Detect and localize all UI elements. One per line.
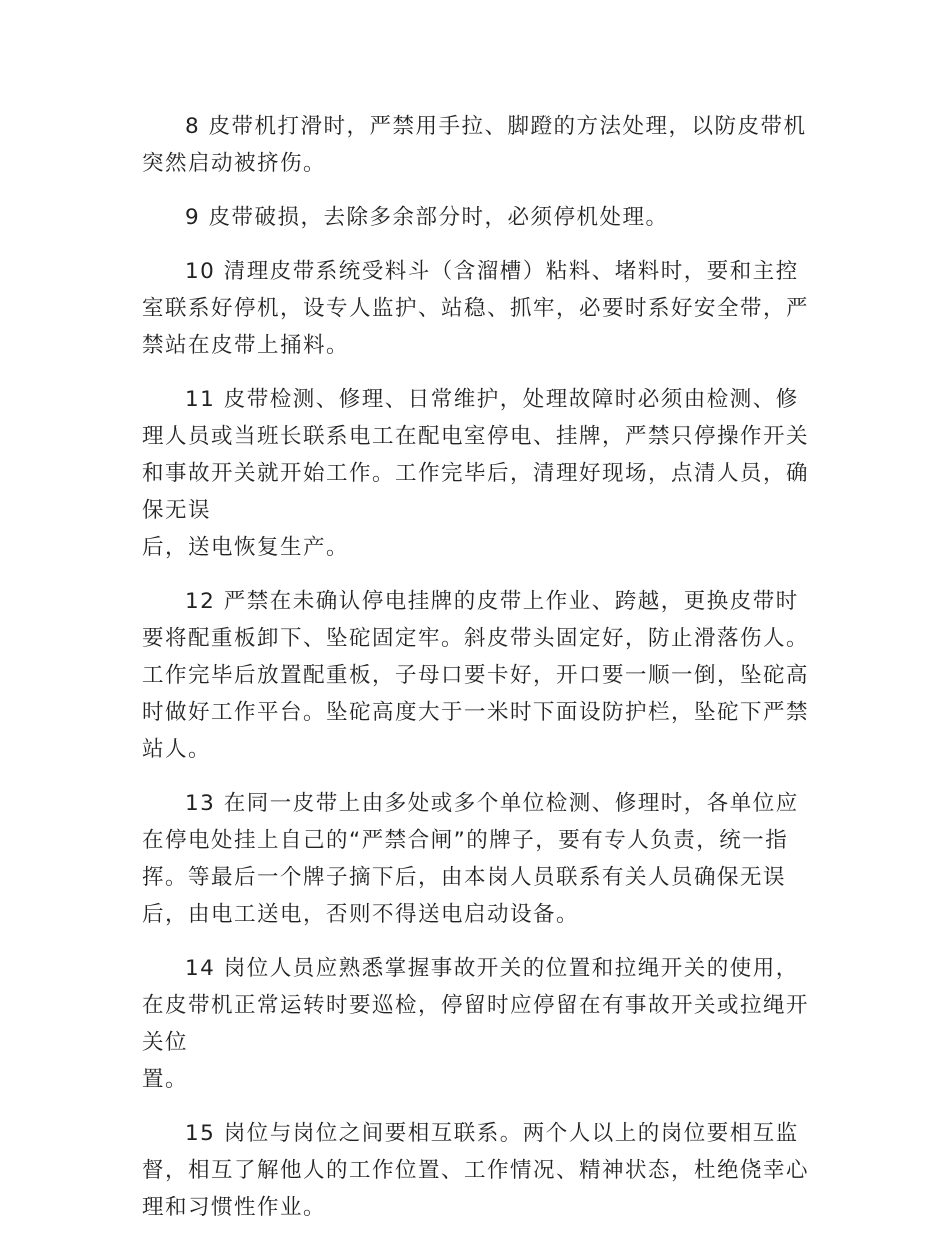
paragraph-11: 11 皮带检测、修理、日常维护，处理故障时必须由检测、修理人员或当班长联系电工在配电室停电、挂牌，严禁只停操作开关和事故开关就开始工作。工作完毕后，清理好现场，点清人员，确保无误 后，送电恢复生产。	[142, 387, 810, 560]
document-body	[142, 108, 810, 1243]
paragraph-15: 15 岗位与岗位之间要相互联系。两个人以上的岗位要相互监督，相互了解他人的工作位置、工作情况、精神状态，杜绝侥幸心理和习惯性作业。	[142, 1121, 810, 1220]
paragraph-13: 13 在同一皮带上由多处或多个单位检测、修理时，各单位应在停电处挂上自己的“严禁合闸”的牌子，要有专人负责，统一指挥。等最后一个牌子摘下后，由本岗人员联系有关人员确保无误后，由电工送电，否则不得送电启动设备。	[142, 791, 799, 927]
paragraph-10: 10 清理皮带系统受料斗（含溜槽）粘料、堵料时，要和主控室联系好停机，设专人监护、站稳、抓牢，必要时系好安全带，严禁站在皮带上捅料。	[142, 259, 810, 358]
paragraph-14: 14 岗位人员应熟悉掌握事故开关的位置和拉绳开关的使用，在皮带机正常运转时要巡检，停留时应停留在有事故开关或拉绳开关位 置。	[142, 956, 810, 1092]
paragraph-8: 8 皮带机打滑时，严禁用手拉、脚蹬的方法处理，以防皮带机突然启动被挤伤。	[142, 114, 807, 176]
paragraph-9: 9 皮带破损，去除多余部分时，必须停机处理。	[185, 205, 669, 230]
paragraph-12: 12 严禁在未确认停电挂牌的皮带上作业、跨越，更换皮带时要将配重板卸下、坠砣固定牢。斜皮带头固定好，防止滑落伤人。工作完毕后放置配重板，子母口要卡好，开口要一顺一倒，坠砣高时做好工作平台。坠砣高度大于一米时下面设防护栏，坠砣下严禁站人。	[142, 589, 810, 762]
